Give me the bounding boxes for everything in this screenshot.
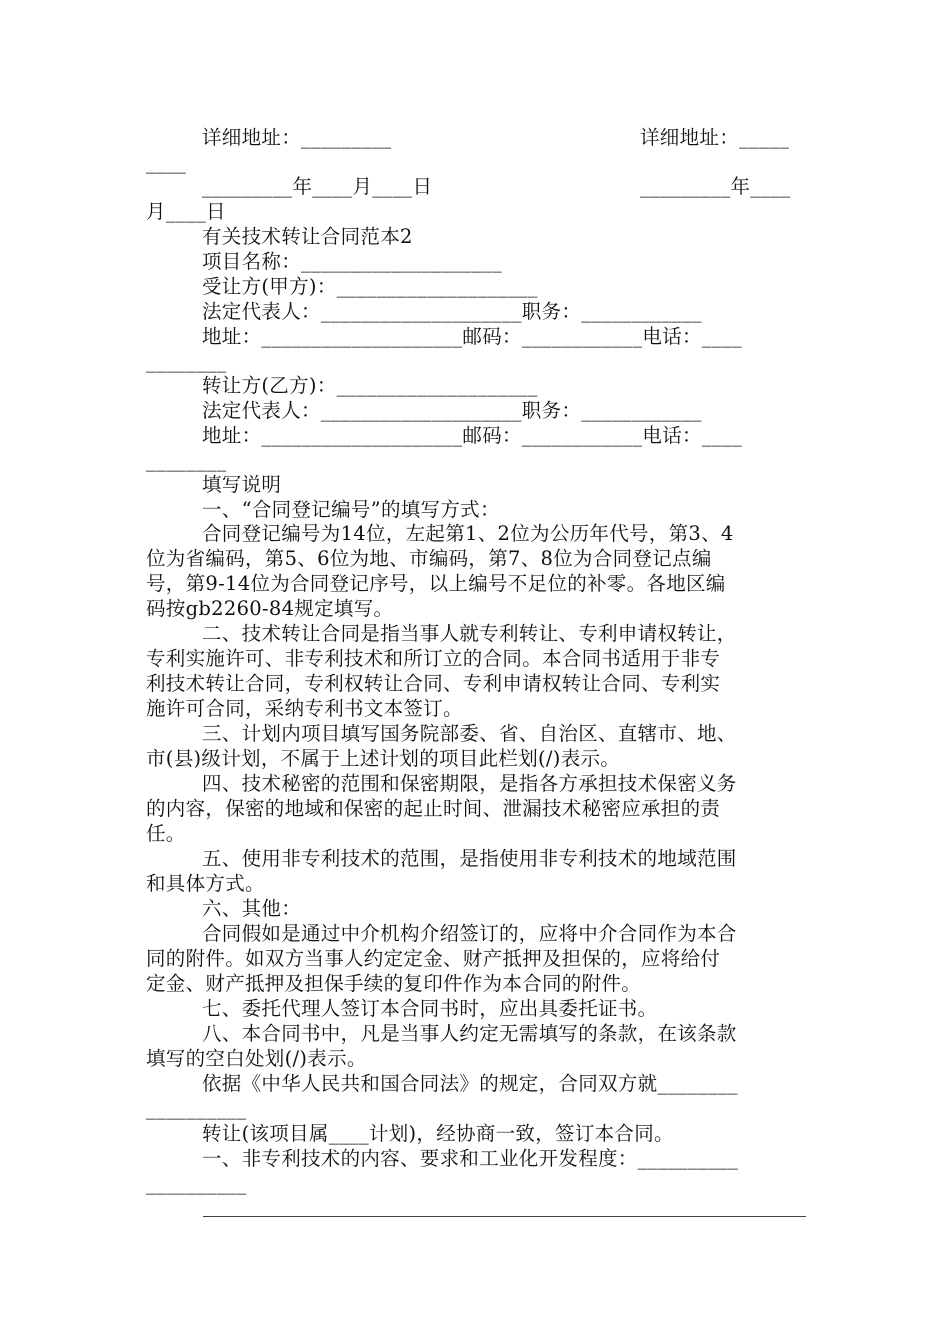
text-line: 五、使用非专利技术的范围，是指使用非专利技术的地域范围 bbox=[202, 847, 737, 870]
text-line: 和具体方式。 bbox=[146, 872, 265, 895]
text-line: ________ bbox=[146, 350, 227, 373]
section-heading: 填写说明 bbox=[202, 473, 282, 496]
text-line: _________年____月____日 bbox=[202, 175, 433, 198]
text-line: 市(县)级计划，不属于上述计划的项目此栏划(/)表示。 bbox=[146, 747, 621, 770]
text-line: 码按gb2260-84规定填写。 bbox=[146, 597, 394, 620]
text-line: 转让(该项目属____计划)，经协商一致，签订本合同。 bbox=[202, 1122, 674, 1145]
text-line: 法定代表人：____________________职务：____________ bbox=[202, 300, 702, 323]
text-line: 号，第9-14位为合同登记序号，以上编号不足位的补零。各地区编 bbox=[146, 572, 726, 595]
text-line: 受让方(甲方)：____________________ bbox=[202, 275, 538, 298]
right-address-line: 详细地址：_____ bbox=[640, 126, 790, 149]
text-line: 填写的空白处划(/)表示。 bbox=[146, 1047, 367, 1070]
text-line: 详细地址：_________ bbox=[202, 126, 392, 149]
text-line: 一、“合同登记编号”的填写方式： bbox=[202, 498, 500, 521]
text-line: 同的附件。如双方当事人约定定金、财产抵押及担保的，应将给付 bbox=[146, 947, 721, 970]
blank-fill-line bbox=[203, 1216, 806, 1217]
text-line: 专利实施许可、非专利技术和所订立的合同。本合同书适用于非专 bbox=[146, 647, 721, 670]
text-line: 转让方(乙方)：____________________ bbox=[202, 374, 538, 397]
text-line: 任。 bbox=[146, 822, 186, 845]
text-line: 月____日 bbox=[146, 200, 226, 223]
text-line: 地址：____________________邮码：____________电话：____ bbox=[202, 325, 742, 348]
text-line: 的内容，保密的地域和保密的起止时间、泄漏技术秘密应承担的责 bbox=[146, 797, 721, 820]
text-line: 六、其他： bbox=[202, 897, 302, 920]
text-line: __________ bbox=[146, 1097, 247, 1120]
text-line: 四、技术秘密的范围和保密期限，是指各方承担技术保密义务 bbox=[202, 772, 737, 795]
text-line: 依据《中华人民共和国合同法》的规定，合同双方就________ bbox=[202, 1072, 738, 1095]
text-line: 合同登记编号为14位，左起第1、2位为公历年代号，第3、4 bbox=[202, 522, 734, 545]
text-line: 合同假如是通过中介机构介绍签订的，应将中介合同作为本合 bbox=[202, 922, 737, 945]
text-line: 施许可合同，采纳专利书文本签订。 bbox=[146, 697, 463, 720]
text-line: ____ bbox=[146, 151, 187, 174]
text-line: 定金、财产抵押及担保手续的复印件作为本合同的附件。 bbox=[146, 972, 642, 995]
text-line: 地址：____________________邮码：____________电话：____ bbox=[202, 424, 742, 447]
text-line: ________ bbox=[146, 449, 227, 472]
text-line: 七、委托代理人签订本合同书时，应出具委托证书。 bbox=[202, 997, 658, 1020]
text-line: 位为省编码，第5、6位为地、市编码，第7、8位为合同登记点编 bbox=[146, 547, 712, 570]
text-line: 三、计划内项目填写国务院部委、省、自治区、直辖市、地、 bbox=[202, 722, 737, 745]
text-line: __________ bbox=[146, 1172, 247, 1195]
text-line: 八、本合同书中，凡是当事人约定无需填写的条款，在该条款 bbox=[202, 1022, 737, 1045]
text-line: 二、技术转让合同是指当事人就专利转让、专利申请权转让， bbox=[202, 622, 737, 645]
text-line: 一、非专利技术的内容、要求和工业化开发程度：__________ bbox=[202, 1147, 739, 1170]
right-date-line: _________年____ bbox=[640, 175, 791, 198]
text-line: 项目名称：____________________ bbox=[202, 250, 502, 273]
text-line: 利技术转让合同，专利权转让合同、专利申请权转让合同、专利实 bbox=[146, 672, 721, 695]
text-line: 法定代表人：____________________职务：____________ bbox=[202, 399, 702, 422]
document-title: 有关技术转让合同范本2 bbox=[202, 225, 413, 248]
